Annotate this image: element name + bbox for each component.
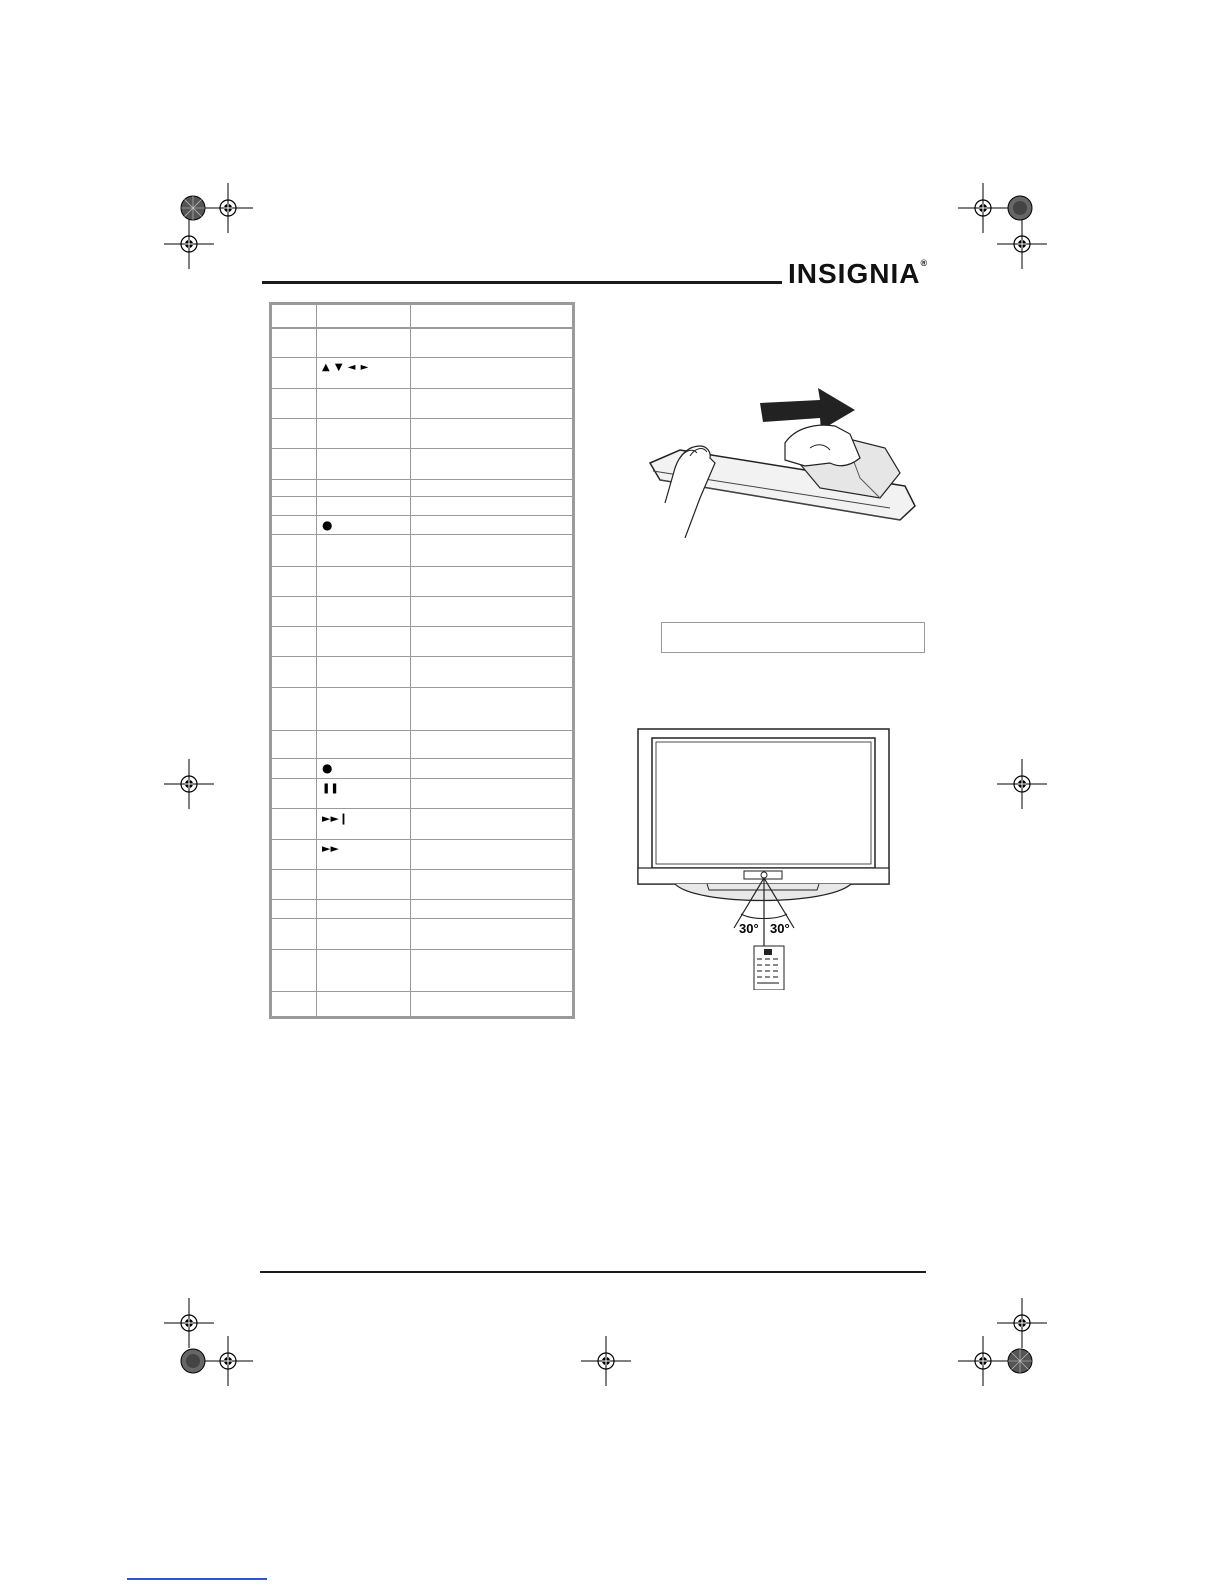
table-row-divider <box>272 839 572 840</box>
table-row-divider <box>272 357 572 358</box>
ir-sensor <box>761 872 767 878</box>
table-row-divider <box>272 808 572 809</box>
table-row-divider <box>272 991 572 992</box>
insignia-logo <box>788 256 938 292</box>
table-row-divider <box>272 918 572 919</box>
table-row-divider <box>272 388 572 389</box>
logo-text: INSIGNIA <box>788 258 921 289</box>
print-rosette-bottom-right <box>1007 1348 1033 1374</box>
table-row-divider <box>272 515 572 516</box>
battery-cover-illustration <box>645 388 920 538</box>
table-column-divider <box>410 305 411 1016</box>
bottom-link-underline[interactable] <box>127 1578 267 1580</box>
registration-mark-mid-right <box>997 759 1047 809</box>
record-dot-icon: ● <box>322 761 333 775</box>
table-row-divider <box>272 949 572 950</box>
registration-mark-bottom-center <box>581 1336 631 1386</box>
table-row-divider <box>272 626 572 627</box>
table-row-divider <box>272 448 572 449</box>
record-dot-icon: ● <box>322 518 333 532</box>
table-column-divider <box>316 305 317 1016</box>
table-row-divider <box>272 479 572 480</box>
registration-mark-bottom-left-inner <box>203 1336 253 1386</box>
pause-icon: ❚❚ <box>322 783 339 794</box>
table-row-divider <box>272 758 572 759</box>
skip-forward-icon: ►►❙ <box>322 812 349 825</box>
slide-direction-arrow <box>760 388 855 430</box>
table-row-divider <box>272 730 572 731</box>
angle-label-left: 30° <box>739 921 759 936</box>
header-rule <box>262 281 782 284</box>
table-row-divider <box>272 534 572 535</box>
trademark-symbol: ® <box>920 258 929 268</box>
remote-buttons-table <box>269 302 575 1019</box>
fast-forward-icon: ►► <box>322 842 339 855</box>
registration-mark-top-left-outer <box>164 219 214 269</box>
tv-stand <box>675 884 851 901</box>
angle-label-right: 30° <box>770 921 790 936</box>
footer-rule <box>260 1271 926 1273</box>
tv-screen <box>652 738 875 868</box>
tv-remote-angle-illustration <box>637 728 891 990</box>
print-rosette-top-right <box>1007 195 1033 221</box>
table-row-divider <box>272 656 572 657</box>
table-row-divider <box>272 778 572 779</box>
table-row-divider <box>272 869 572 870</box>
table-header-divider <box>272 327 572 329</box>
table-row-divider <box>272 566 572 567</box>
table-row-divider <box>272 418 572 419</box>
table-row-divider <box>272 496 572 497</box>
arrow-keys-icon: ▲ ▼ ◄ ► <box>322 362 370 373</box>
print-rosette-top-left <box>180 195 206 221</box>
print-rosette-bottom-left <box>180 1348 206 1374</box>
table-row-divider <box>272 687 572 688</box>
table-row-divider <box>272 899 572 900</box>
registration-mark-mid-left <box>164 759 214 809</box>
table-row-divider <box>272 596 572 597</box>
registration-mark-bottom-right-outer <box>997 1298 1047 1348</box>
registration-mark-top-right-outer <box>997 219 1047 269</box>
note-box <box>661 622 925 653</box>
